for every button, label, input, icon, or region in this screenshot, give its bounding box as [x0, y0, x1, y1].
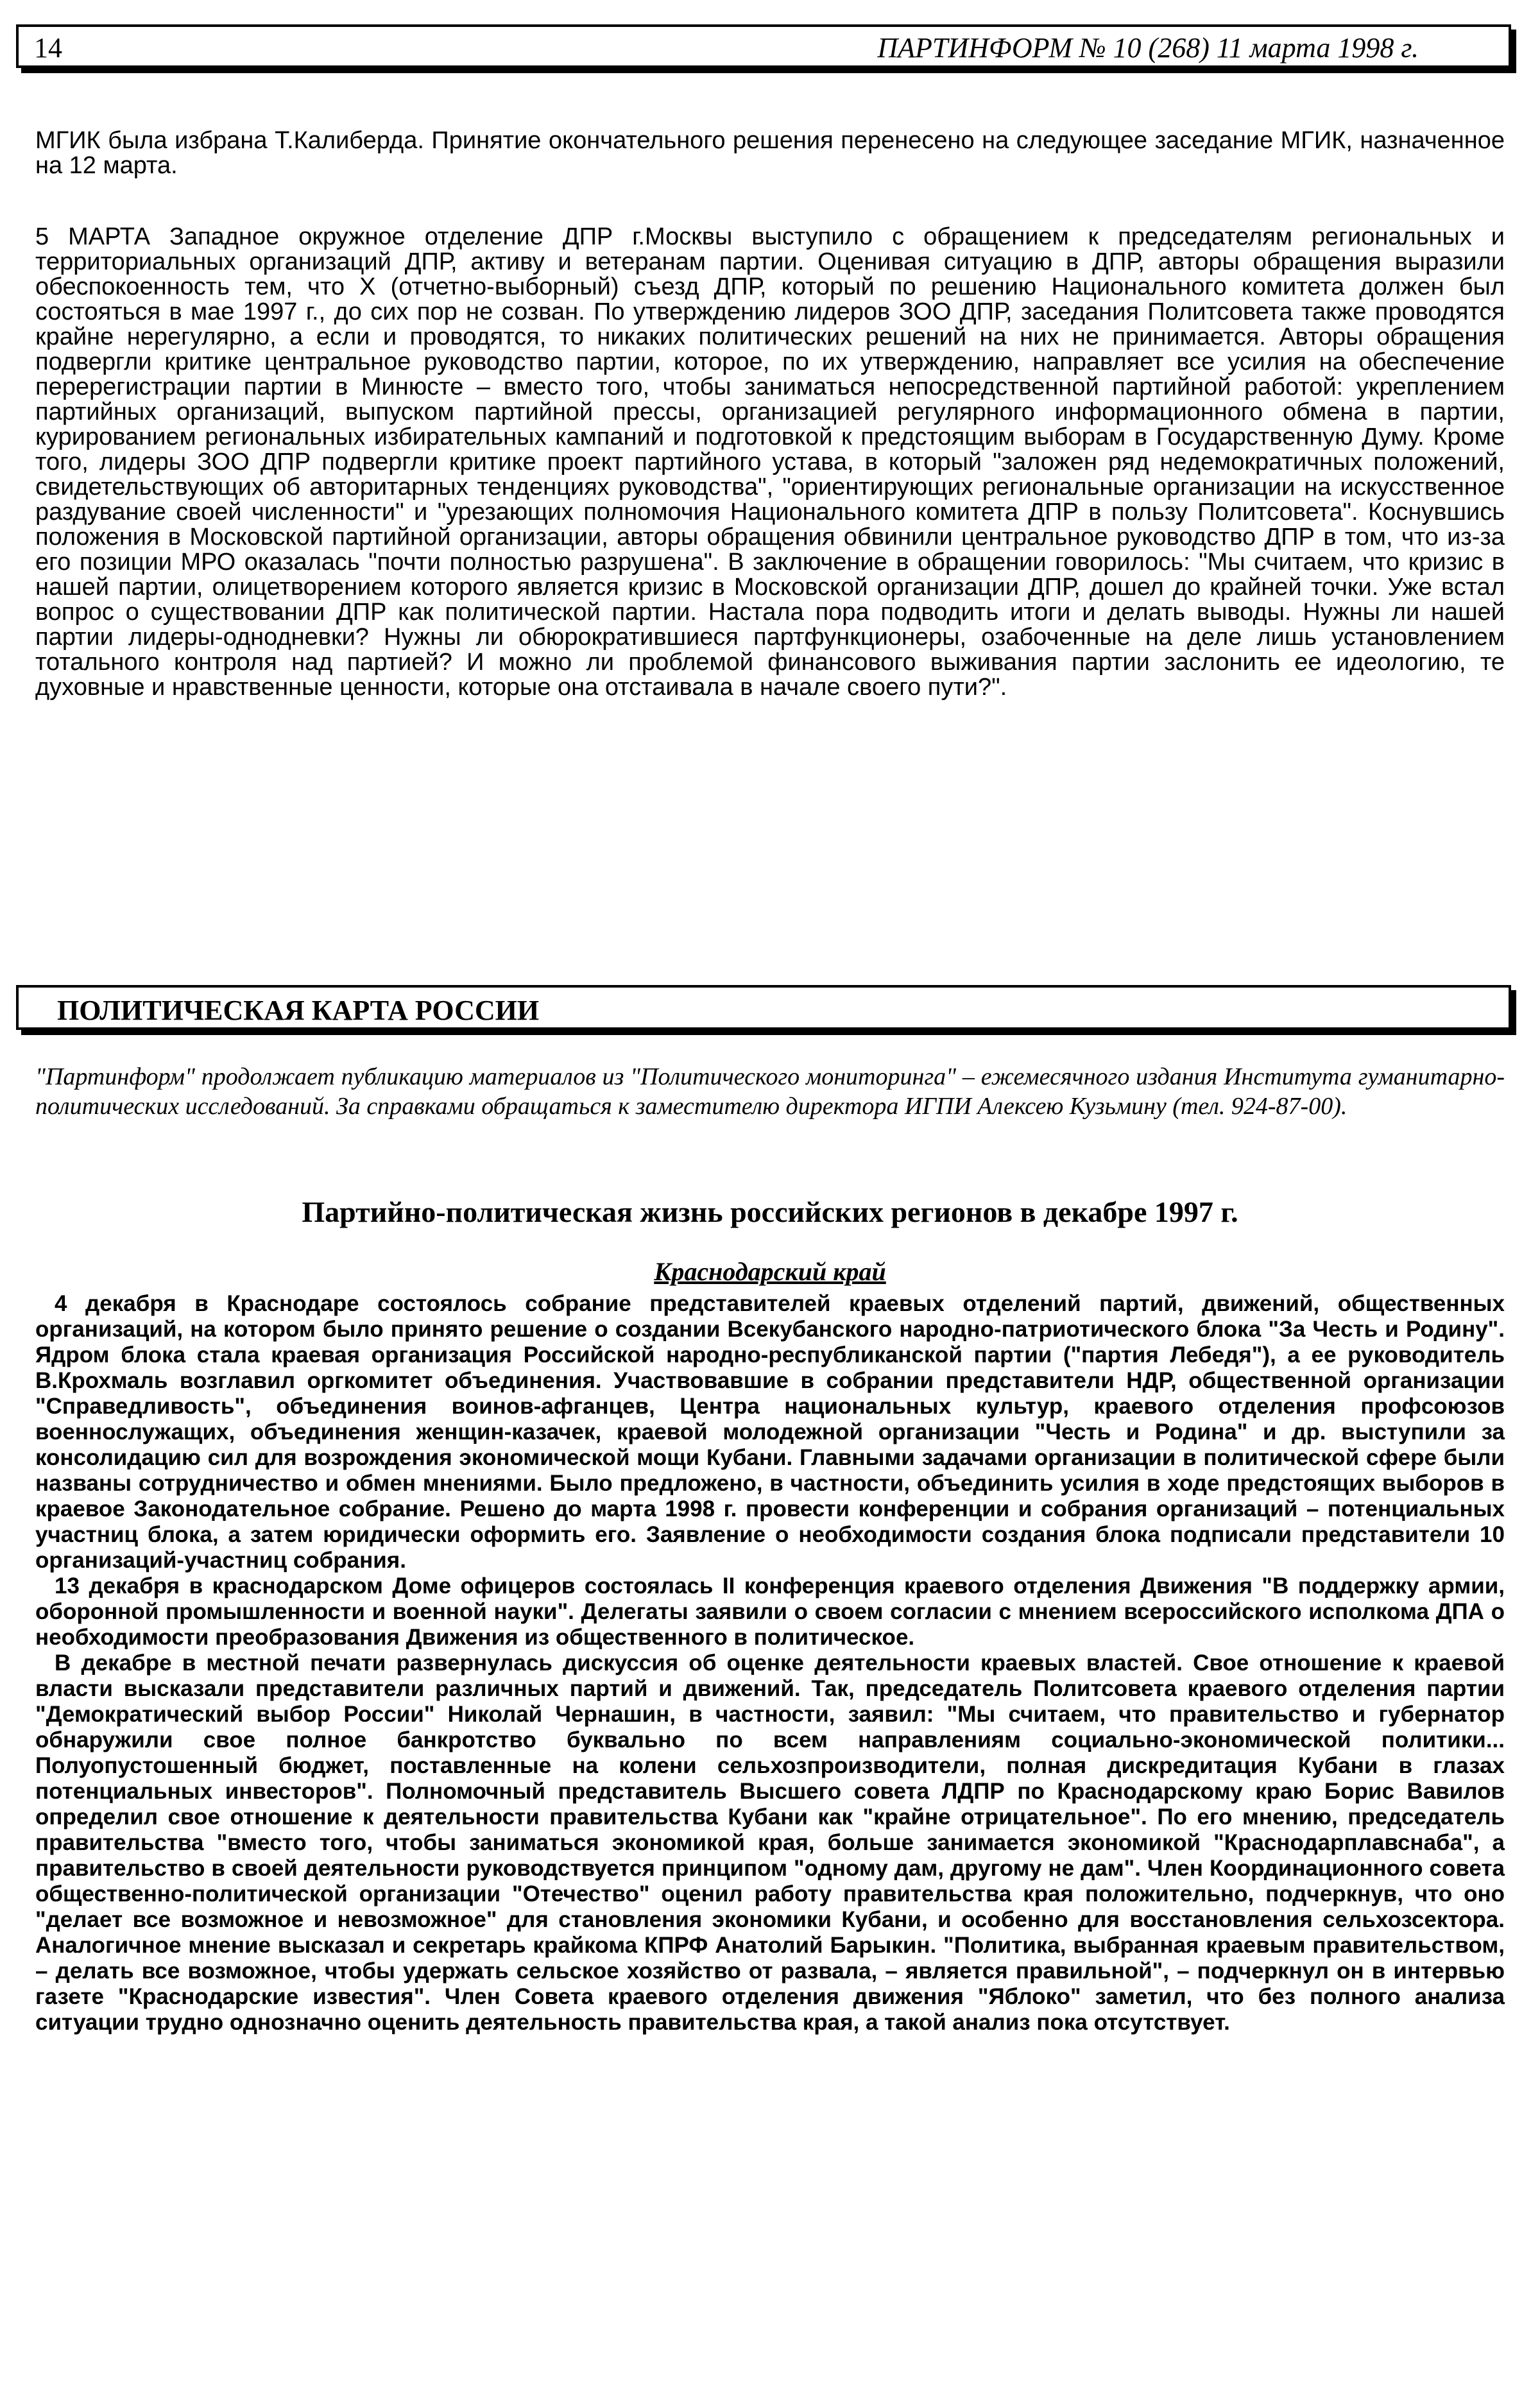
publication-title: ПАРТИНФОРМ № 10 (268) 11 марта 1998 г.: [877, 32, 1419, 64]
section-title: ПОЛИТИЧЕСКАЯ КАРТА РОССИИ: [57, 995, 540, 1026]
paragraph-dpr-appeal: 5 МАРТА Западное окружное отделение ДПР г.Москвы выступило с обращением к председателям региональных и территориальных организаций ДПР, активу и ветеранам партии. Оценивая ситуацию в ДПР, авторы обращения выразили обеспокоенность тем, что X (отчетно-выборный) съезд ДПР, который по решению Национального комитета должен был состояться в мае 1997 г., до сих пор не созван. По утверждению лидеров ЗОО ДПР, заседания Политсовета также проводятся крайне нерегулярно, а если и проводятся, то никаких политических решений на них не принимается. Авторы обращения подвергли критике центральное руководство партии, которое, по их утверждению, направляет все усилия на обеспечение перерегистрации партии в Минюсте – вместо того, чтобы заниматься непосредственной партийной работой: укреплением партийных организаций, выпуском партийной прессы, организацией регулярного информационного обмена в партии, курированием региональных избирательных кампаний и подготовкой к предстоящим выборам в Государственную Думу. Кроме того, лидеры ЗОО ДПР подвергли критике проект партийного устава, в который "заложен ряд недемократичных положений, свидетельствующих об авторитарных тенденциях руководства", "ориентирующих региональные организации на искусственное раздувание своей численности" и "урезающих полномочия Национального комитета ДПР в пользу Политсовета". Коснувшись положения в Московской партийной организации, авторы обращения обвинили центральное руководство ДПР в том, что из-за его позиции МРО оказалась "почти полностью разрушена". В заключение в обращении говорилось: "Мы считаем, что кризис в нашей партии, олицетворением которого является кризис в Московской организации ДПР, дошел до крайней точки. Уже встал вопрос о существовании ДПР как политической партии. Настала пора подводить итоги и делать выводы. Нужны ли нашей партии лидеры-однодневки? Нужны ли обюрократившиеся партфункционеры, озабоченные на деле лишь установлением тотального контроля над партией? И можно ли проблемой финансового выживания партии заслонить ее идеологию, те духовные и нравственные ценности, которые она отстаивала в начале своего пути?".: [35, 223, 1505, 701]
article-heading: Партийно-политическая жизнь российских регионов в декабре 1997 г.: [302, 1195, 1238, 1228]
news-paragraph-dec4: 4 декабря в Краснодаре состоялось собрание представителей краевых отделений партий, движений, общественных организаций, на котором было принято решение о создании Всекубанского народно-патриотического блока "За Честь и Родину". Ядром блока стала краевая организация Российской народно-республиканской партии ("партия Лебедя"), а ее руководитель В.Крохмаль возглавил оргкомитет объединения. Участвовавшие в собрании представители НДР, общественной организации "Справедливость", объединения воинов-афганцев, Центра национальных культур, краевого отделения профсоюзов военнослужащих, объединения женщин-казачек, краевой молодежной организации "Честь и Родина" и др. выступили за консолидацию сил для возрождения экономической мощи Кубани. Главными задачами организации в политической сфере были названы сотрудничество и обмен мнениями. Было предложено, в частности, объединить усилия в ходе предстоящих выборов в краевое Законодательное собрание. Решено до марта 1998 г. провести конференции и собрания организаций – потенциальных участниц блока, а затем юридически оформить его. Заявление о необходимости создания блока подписали представители 10 организаций-участниц собрания.: [35, 1291, 1505, 1573]
page-number: 14: [34, 32, 62, 64]
page-header: [16, 24, 1511, 68]
section-intro: "Партинформ" продолжает публикацию материалов из "Политического мониторинга" – ежемесячного издания Института гуманитарно-политических исследований. За справками обращаться к заместителю директора ИГПИ Алексею Кузьмину (тел. 924-87-00).: [35, 1063, 1505, 1120]
news-paragraph-december-discussion: В декабре в местной печати развернулась дискуссия об оценке деятельности краевых властей. Свое отношение к краевой власти высказали представители различных партий и движений. Так, председатель Политсовета краевого отделения партии "Демократический выбор России" Николай Чернашин, в частности, заявил: "Мы считаем, что правительство и губернатор обнаружили свое полное банкротство буквально по всем направлениям социально-экономической политики... Полуопустошенный бюджет, поставленные на колени сельхозпроизводители, полная дискредитация Кубани в глазах потенциальных инвесторов". Полномочный представитель Высшего совета ЛДПР по Краснодарскому краю Борис Вавилов определил свое отношение к деятельности правительства Кубани как "крайне отрицательное". По его мнению, председатель правительства "вместо того, чтобы заниматься экономикой края, больше занимается экономикой "Краснодарплавснаба", а правительство в своей деятельности руководствуется принципом "одному дам, другому не дам". Член Координационного совета общественно-политической организации "Отечество" оценил работу правительства края положительно, подчеркнув, что оно "делает все возможное и невозможное" для становления экономики Кубани, и особенно для восстановления сельхозсектора. Аналогичное мнение высказал и секретарь крайкома КПРФ Анатолий Барыкин. "Политика, выбранная краевым правительством, – делать все возможное, чтобы удержать сельское хозяйство от развала, – является правильной", – подчеркнул он в интервью газете "Краснодарские известия". Член Совета краевого отделения движения "Яблоко" заметил, что без полного анализа ситуации трудно однозначно оценить деятельность правительства края, а такой анализ пока отсутствует.: [35, 1650, 1505, 2035]
section-banner: [16, 985, 1511, 1030]
region-heading: Краснодарский край: [654, 1257, 886, 1286]
news-paragraph-dec13: 13 декабря в краснодарском Доме офицеров состоялась II конференция краевого отделения Движения "В поддержку армии, оборонной промышленности и военной науки". Делегаты заявили о своем согласии с мнением всероссийского исполкома ДПА о необходимости преобразования Движения из общественного в политическое.: [35, 1573, 1505, 1650]
news-block: [35, 1291, 1505, 2035]
paragraph-mgik: МГИК была избрана Т.Калиберда. Принятие окончательного решения перенесено на следующее заседание МГИК, назначенное на 12 марта.: [35, 127, 1505, 179]
